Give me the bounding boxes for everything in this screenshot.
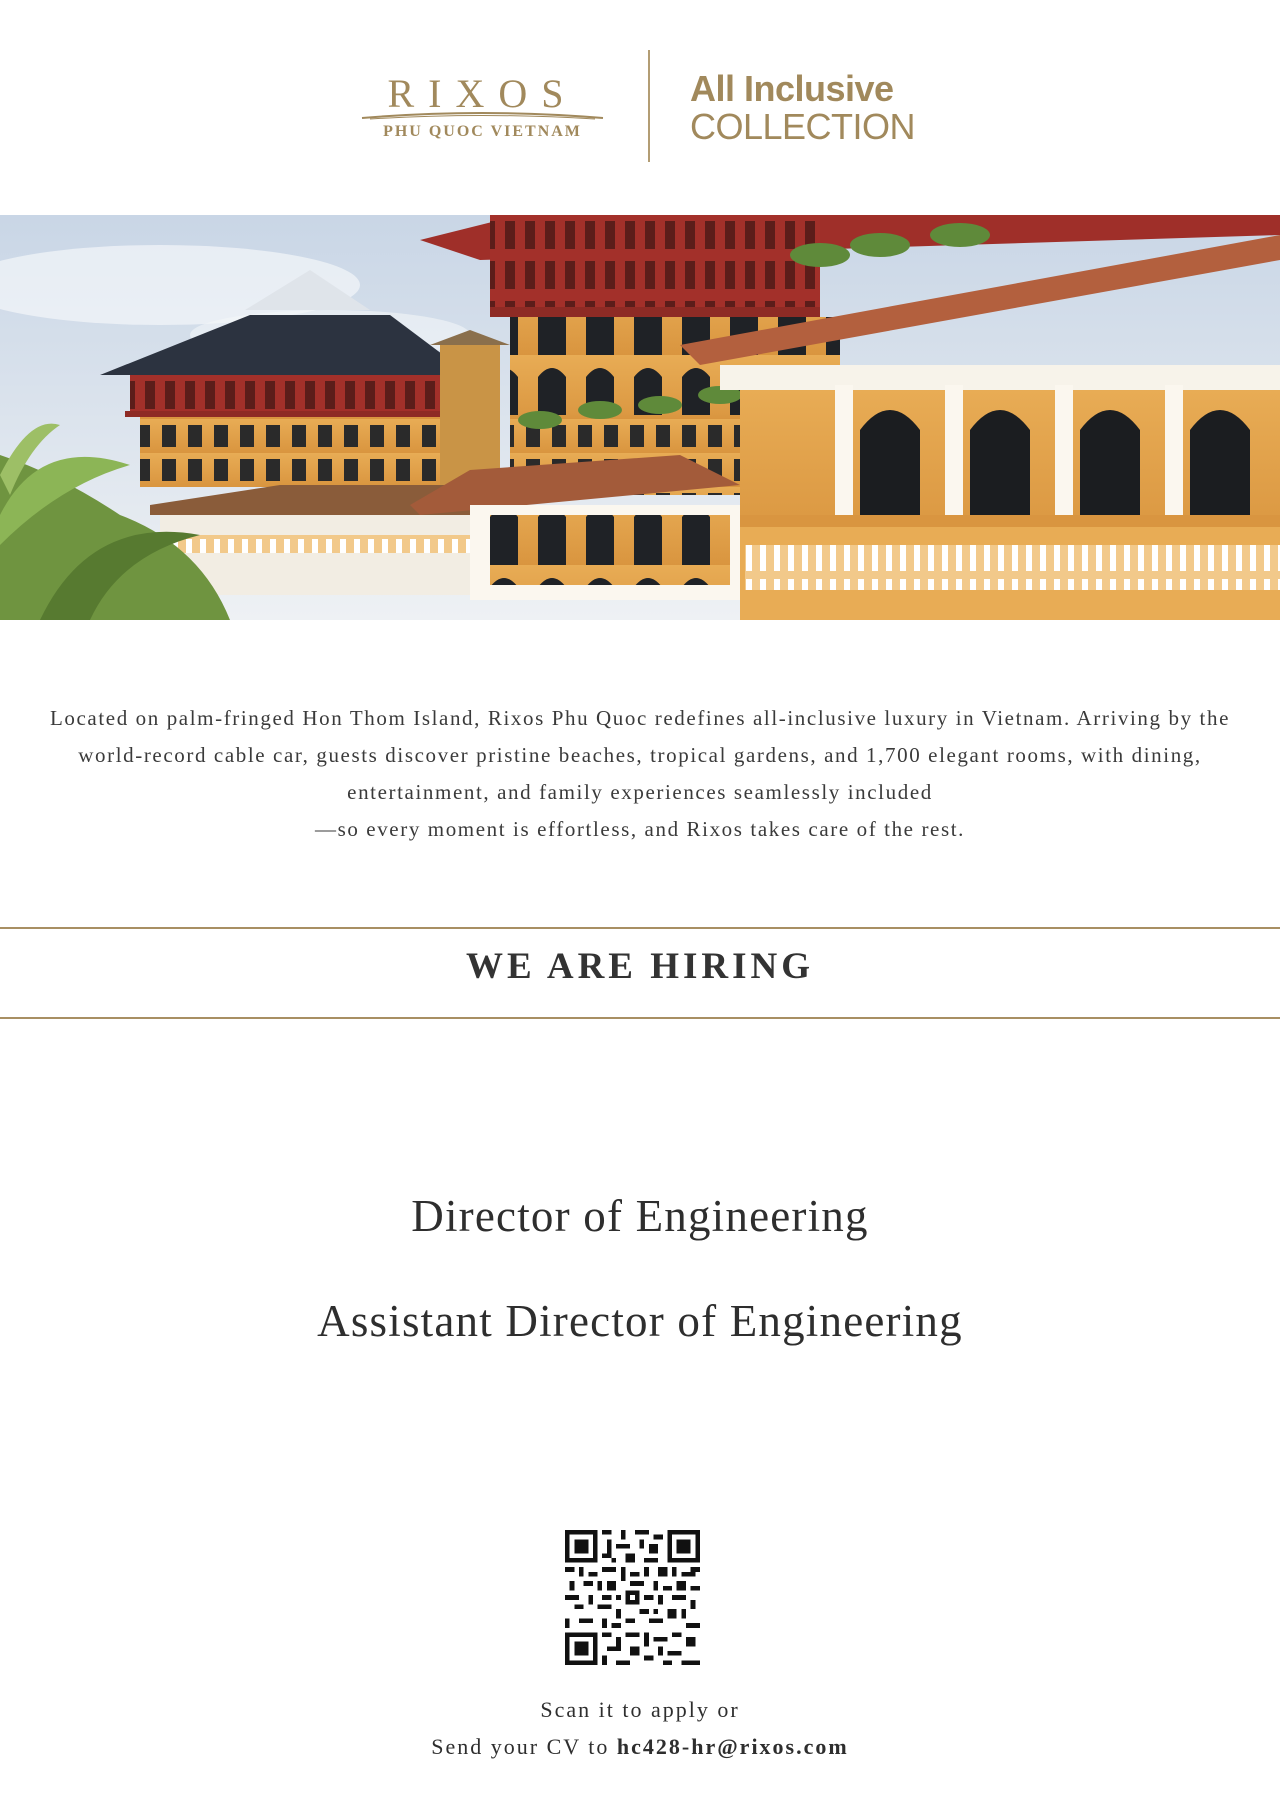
collection-line-2: COLLECTION [690, 106, 916, 147]
logo-swoosh-icon [360, 106, 605, 122]
email-link[interactable]: hc428-hr@rixos.com [616, 1734, 849, 1759]
send-cv-prefix: Send your CV to [431, 1734, 617, 1759]
qr-code-icon[interactable] [565, 1530, 700, 1665]
collection-line-1: All Inclusive [690, 68, 894, 109]
all-inclusive-collection-logo [690, 70, 950, 146]
hero-image [0, 215, 1280, 620]
header [0, 0, 1280, 215]
description-line: Located on palm-fringed Hon Thom Island, Rixos Phu Quoc redefines all-inclusive luxury in Vietnam. Arriving by the [49, 706, 1230, 730]
description-line: world-record cable car, guests discover pristine beaches, tropical gardens, and 1,700 elegant rooms, with dining, [78, 743, 1202, 767]
description-line: entertainment, and family experiences seamlessly included [347, 780, 933, 804]
description-line: —so every moment is effortless, and Rixos takes care of the rest. [314, 817, 966, 841]
hiring-heading: WE ARE HIRING [465, 946, 815, 987]
send-cv-line [0, 1734, 1280, 1760]
rixos-logo [360, 62, 605, 152]
logo-divider [648, 50, 650, 162]
job-title: Assistant Director of Engineering [317, 1296, 963, 1346]
bottom-divider [0, 1017, 1280, 1019]
resort-building-illustration [0, 215, 1280, 620]
job-title: Director of Engineering [411, 1191, 869, 1241]
top-divider [0, 927, 1280, 929]
scan-text: Scan it to apply or [540, 1697, 740, 1722]
rixos-logo-wordmark: RIXOS [387, 71, 578, 116]
rixos-logo-subtitle: PHU QUOC VIETNAM [383, 123, 582, 140]
resort-description [20, 700, 1260, 848]
